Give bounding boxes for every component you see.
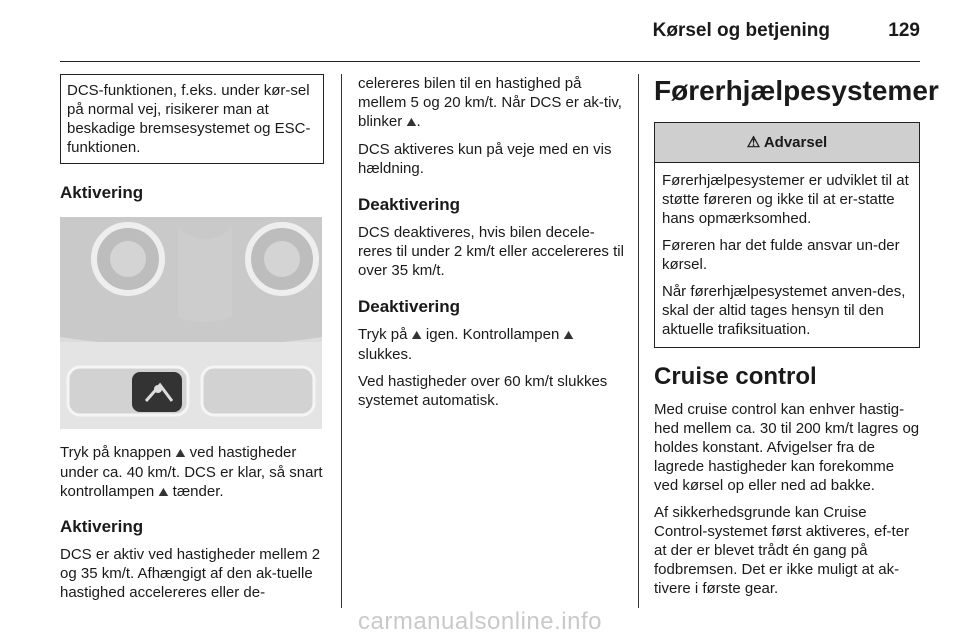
hill-descent-icon-2: ⛰ [411, 328, 422, 342]
col2-para4-b: igen. Kontrollampen [425, 326, 560, 343]
col2-para1-a: celereres bilen til en hastighed på mellem 5 og 20 km/t. Når DCS er ak-tiv, blinker [358, 75, 622, 130]
column-divider-1 [341, 74, 342, 608]
hill-descent-icon: ⛰ [175, 446, 186, 460]
warning-p3: Når førerhjælpesystemet anven-des, skal der altid tages hensyn til den aktuelle trafiksituation. [662, 283, 906, 338]
cruise-para2: Af sikkerhedsgrunde kan Cruise Control-systemet først aktiveres, ef-ter at der er blevet trådt én gang på fodbremsen. Det er ikke muligt at ak-tivere i første gear. [654, 504, 910, 597]
dashboard-illustration [60, 217, 322, 429]
col2-para4-a: Tryk på [358, 326, 408, 343]
para-deactivate-speed: DCS deaktiveres, hvis bilen decele-reres til under 2 km/t eller accelereres til over 35 km/t. [358, 224, 624, 279]
para-dcs-active: DCS er aktiv ved hastigheder mellem 2 og 35 km/t. Afhængigt af den ak-tuelle hastighed accelereres eller de- [60, 546, 321, 601]
caution-box [60, 74, 324, 164]
page-title: Kørsel og betjening [652, 20, 830, 41]
col2-para4-c: slukkes. [358, 346, 413, 363]
column-divider-2 [638, 74, 639, 608]
para1-b: ved hastigheder under ca. 40 km/t. DCS er klar, så snart kontrollampen [60, 444, 323, 500]
column-2 [358, 74, 624, 418]
column-3 [654, 74, 939, 606]
para-slope: DCS aktiveres kun på veje med en vis hældning. [358, 141, 612, 177]
heading-aktivering-2: Aktivering [60, 517, 144, 536]
section-title-driver-assist: Førerhjælpesystemer [654, 75, 939, 106]
col2-para1-b: . [416, 113, 421, 130]
para1-c: tænder. [172, 483, 224, 500]
dashboard-photo [60, 217, 322, 429]
para-press-button [60, 443, 324, 502]
heading-deaktivering-1: Deaktivering [358, 195, 461, 214]
para1-a: Tryk på knappen [60, 444, 172, 461]
heading-deaktivering-2: Deaktivering [358, 297, 461, 316]
warning-title: Advarsel [763, 134, 828, 151]
header-rule [60, 61, 920, 62]
warning-p1: Førerhjælpesystemer er udviklet til at støtte føreren og ikke til at er-statte hans opmærksomhed. [662, 172, 909, 227]
para-press-again [358, 325, 624, 364]
caution-text: DCS-funktionen, f.eks. under kør-sel på normal vej, risikerer man at beskadige bremsesystemet og ESC-funktionen. [67, 82, 311, 156]
cruise-para1: Med cruise control kan enhver hastig-hed mellem ca. 30 til 200 km/t lagres og holdes konstant. Afvigelser fra de lagrede hastigheder kan forekomme ved kørsel op eller ned ad bakke. [654, 401, 920, 494]
warning-box [654, 122, 920, 348]
para-accelerate [358, 74, 624, 132]
blinking-lamp-icon: ⛰ [406, 115, 417, 129]
heading-aktivering-1: Aktivering [60, 183, 144, 202]
page-header [0, 0, 960, 62]
warning-body [655, 163, 919, 339]
control-lamp-icon-2: ⛰ [563, 328, 574, 342]
section-title-cruise: Cruise control [654, 363, 817, 390]
watermark: carmanualsonline.info [358, 608, 602, 635]
warning-triangle-icon: ⚠ [746, 134, 761, 151]
warning-p2: Føreren har det fulde ansvar un-der kørsel. [662, 237, 900, 273]
column-1 [60, 74, 324, 610]
control-lamp-icon: ⛰ [158, 485, 169, 499]
warning-header [655, 123, 919, 163]
page-number: 129 [888, 20, 920, 41]
para-auto-off: Ved hastigheder over 60 km/t slukkes systemet automatisk. [358, 373, 608, 409]
